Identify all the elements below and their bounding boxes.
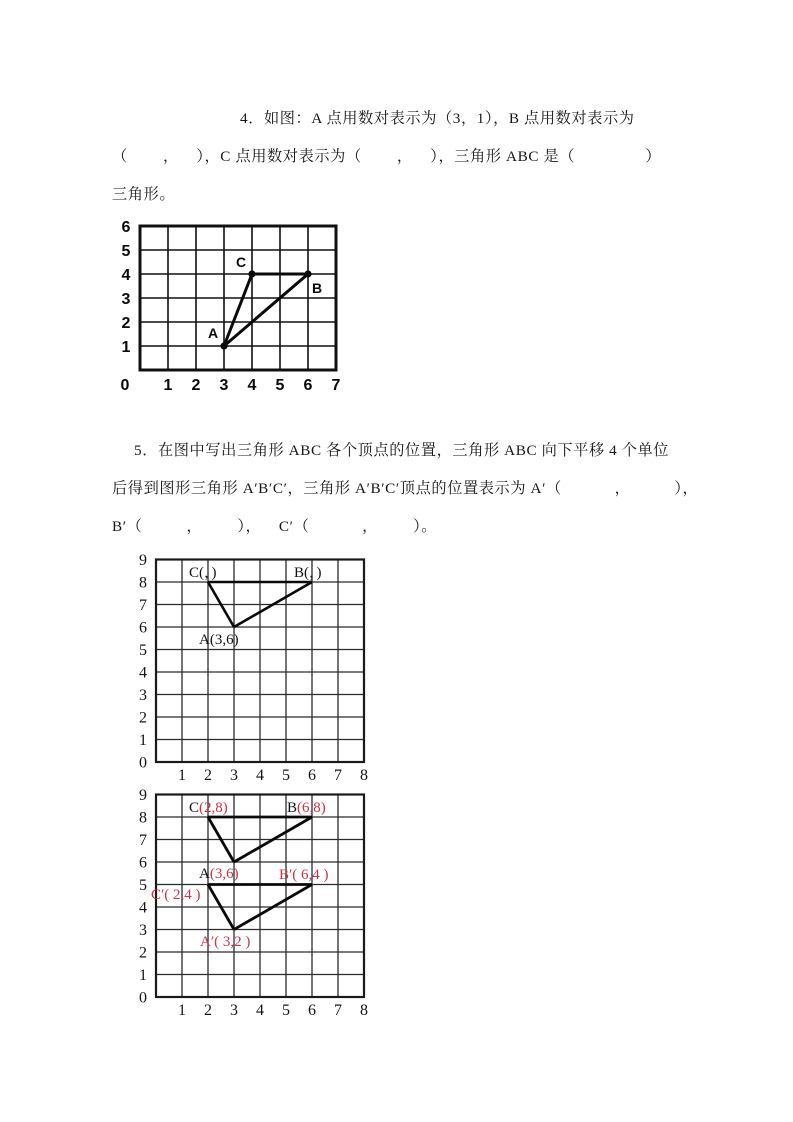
- svg-text:3: 3: [230, 1002, 238, 1019]
- question-5-line-1: 5．在图中写出三角形 ABC 各个顶点的位置，三角形 ABC 向下平移 4 个单位: [134, 442, 670, 459]
- svg-text:9: 9: [139, 552, 147, 569]
- figure-1-label-c: C: [236, 254, 247, 270]
- svg-text:0: 0: [120, 377, 130, 394]
- svg-text:3: 3: [139, 922, 147, 939]
- svg-text:6: 6: [139, 619, 147, 637]
- svg-text:3: 3: [121, 291, 131, 308]
- svg-text:4: 4: [256, 767, 264, 784]
- svg-text:7: 7: [139, 832, 147, 849]
- figure-2-label-c: C(，): [189, 565, 217, 581]
- svg-text:5: 5: [282, 1002, 290, 1019]
- svg-text:6: 6: [308, 1002, 316, 1019]
- figure-3-label-b: B(6,8): [287, 800, 326, 816]
- svg-text:2: 2: [139, 709, 147, 727]
- figure-2-coordinate-grid: [126, 552, 378, 784]
- figure-3-label-c-prime: C′( 2,4 ): [151, 887, 201, 903]
- figure-1-label-b: B: [312, 280, 323, 296]
- svg-text:6: 6: [139, 854, 147, 872]
- svg-text:7: 7: [139, 597, 147, 614]
- svg-text:5: 5: [139, 642, 147, 659]
- svg-text:1: 1: [139, 732, 147, 749]
- svg-text:3: 3: [230, 767, 238, 784]
- svg-text:5: 5: [121, 243, 131, 260]
- svg-text:0: 0: [139, 754, 147, 772]
- svg-text:2: 2: [204, 1002, 212, 1019]
- svg-text:0: 0: [139, 989, 147, 1007]
- svg-text:2: 2: [191, 377, 201, 394]
- svg-text:8: 8: [360, 767, 368, 784]
- svg-text:6: 6: [121, 219, 131, 236]
- svg-text:5: 5: [139, 877, 147, 894]
- question-4-line-1: 4．如图：A 点用数对表示为（3，1），B 点用数对表示为: [240, 110, 635, 127]
- figure-1-triangle: [224, 274, 308, 346]
- svg-text:7: 7: [334, 1002, 342, 1019]
- svg-text:1: 1: [121, 339, 131, 356]
- figure-3-label-b-prime: B′( 6,4 ): [279, 867, 329, 883]
- figure-2-grid-lines: [156, 560, 364, 763]
- figure-3-coordinate-grid: [126, 787, 378, 1019]
- question-4-line-2: （ ， ），C 点用数对表示为（ ， ），三角形 ABC 是（ ）: [112, 148, 662, 165]
- svg-text:4: 4: [256, 1002, 264, 1019]
- svg-text:3: 3: [139, 687, 147, 704]
- svg-text:2: 2: [139, 944, 147, 962]
- svg-text:5: 5: [275, 377, 285, 394]
- svg-text:6: 6: [308, 767, 316, 784]
- svg-text:7: 7: [331, 377, 341, 394]
- figure-2-x-ticks: [178, 767, 368, 784]
- svg-text:1: 1: [139, 967, 147, 984]
- svg-text:8: 8: [139, 574, 147, 592]
- svg-text:1: 1: [178, 767, 186, 784]
- figure-2-label-a: A(3,6): [199, 632, 239, 648]
- svg-text:2: 2: [121, 315, 131, 332]
- svg-text:5: 5: [282, 767, 290, 784]
- question-5-text: [112, 432, 699, 546]
- figure-2-y-ticks: [139, 552, 147, 772]
- figure-3-y-ticks: [139, 787, 147, 1007]
- svg-text:3: 3: [219, 377, 229, 394]
- point-c-dot: [248, 270, 255, 277]
- svg-text:1: 1: [178, 1002, 186, 1019]
- svg-text:1: 1: [163, 377, 173, 394]
- question-5-line-2: 后得到图形三角形 A′B′C′，三角形 A′B′C′顶点的位置表示为 A′（ ， ），: [112, 480, 699, 497]
- svg-text:8: 8: [360, 1002, 368, 1019]
- figure-2-label-b: B(，): [294, 565, 322, 581]
- question-5-line-3: B′（ ， ）， C′（ ， ）。: [112, 518, 438, 535]
- figure-3-label-a-prime: A′( 3,2 ): [200, 934, 251, 950]
- figure-1-grid-lines: [140, 226, 336, 370]
- svg-text:4: 4: [139, 899, 147, 917]
- point-a-dot: [220, 342, 227, 349]
- svg-text:9: 9: [139, 787, 147, 804]
- svg-text:6: 6: [303, 377, 313, 394]
- question-4-line-3: 三角形。: [112, 186, 176, 203]
- svg-text:4: 4: [139, 664, 147, 682]
- question-4-text: [112, 100, 690, 214]
- figure-3-label-c: C(2,8): [189, 800, 228, 816]
- svg-text:2: 2: [204, 767, 212, 784]
- figure-1-label-a: A: [208, 325, 219, 341]
- figure-1-x-ticks: [164, 377, 341, 394]
- svg-text:4: 4: [121, 267, 131, 284]
- figure-1-coordinate-grid: [112, 218, 352, 398]
- figure-3-x-ticks: [178, 1002, 368, 1019]
- point-b-dot: [304, 270, 311, 277]
- svg-text:4: 4: [247, 377, 257, 394]
- figure-3-label-a: A(3,6): [199, 866, 239, 882]
- figure-1-y-ticks: [121, 219, 131, 394]
- svg-text:8: 8: [139, 809, 147, 827]
- svg-text:7: 7: [334, 767, 342, 784]
